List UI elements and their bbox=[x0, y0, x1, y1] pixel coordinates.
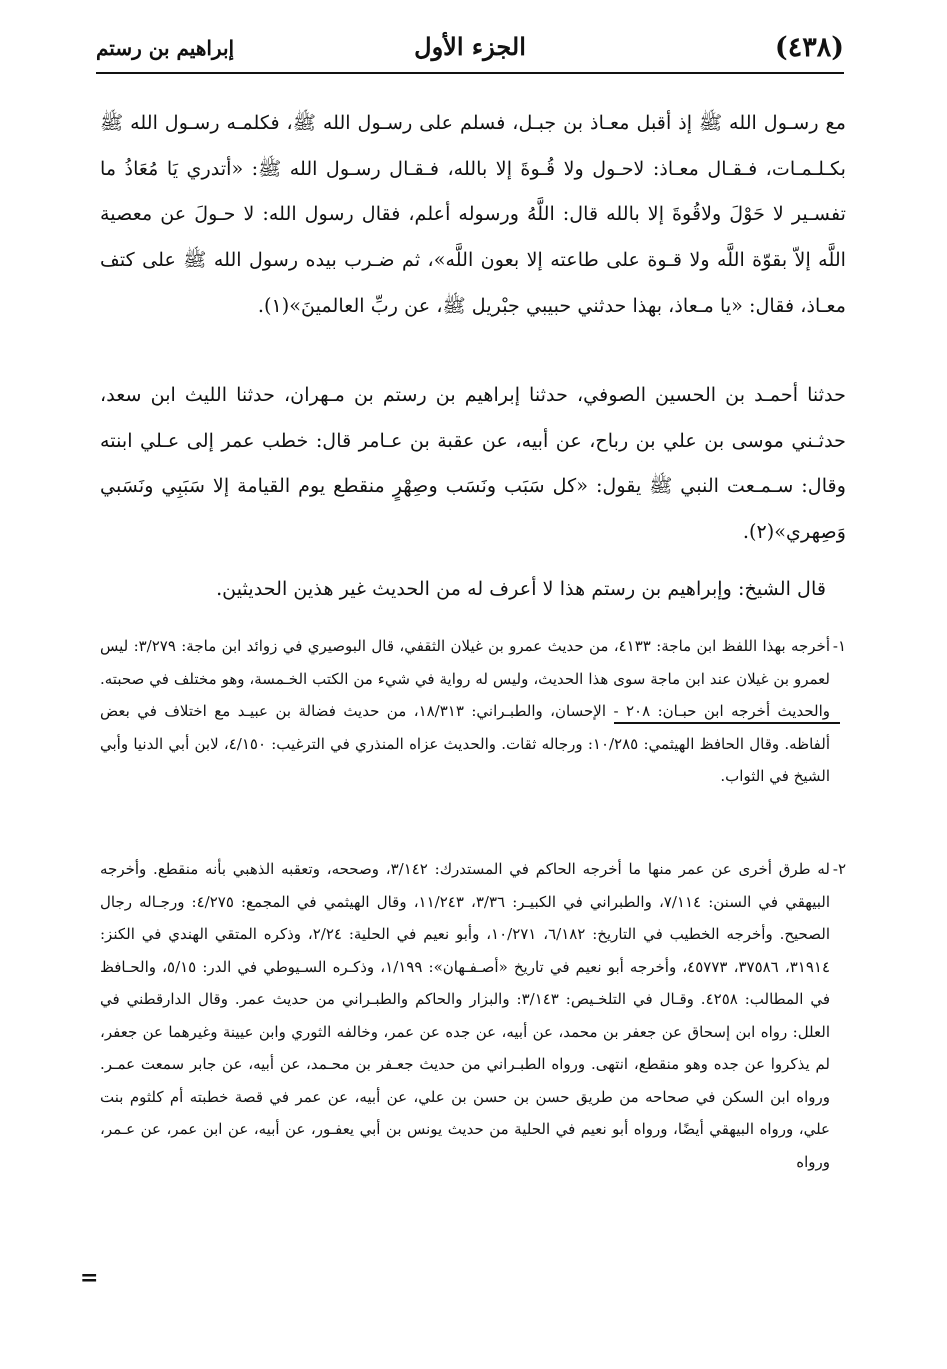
continuation-mark: = bbox=[80, 1265, 99, 1291]
paragraph-text: مع رسـول الله ﷺ إذ أقبل معـاذ بن جبـل، فسلم على رسـول الله ﷺ، فكلمـه رسـول الله ﷺ بكـلـمـات، فـقـال معـاذ: لاحـول ولا قُـوةَ إلا بالله، فـقـال رسـول الله ﷺ: «أتدري يَا مُعَاذُ ما تفسـير لا حَوْلَ ولاقُوةَ إلا بالله قال: اللَّهُ ورسوله أعلم، فقال رسول الله: لا حـولَ عن معصية اللَّه إلاّ بقوّة اللَّه ولا قـوة على طاعته إلا بعون اللَّه»، ثم ضـرب بيده رسول الله ﷺ على كتف معـاذ، فقال: «يا مـعاذ، بهذا حدثني حبيبي جبْريل ﷺ، عن ربِّ العالمينَ»(١). bbox=[100, 111, 846, 317]
footnote-text: له طرق أخرى عن عمر منها ما أخرجه الحاكم في المستدرك: ٣/١٤٢، وصححه، وتعقبه الذهبي بأنه منقطع. وأخرجه البيهقي في السنن: ٧/١١٤، والطبراني في الكبيـر: ٣/٣٦، ١١/٢٤٣، وقال الهيثمي في المجمع: ٤/٢٧٥: ورجـاله رجال الصحيح. وأخرجه الخطيب في التاريخ: ٦/١٨٢، ١٠/٢٧١، وأبو نعيم في الحلية: ٢/٢٤، وذكره المتقي الهندي في الكنز: ٣١٩١٤، ٣٧٥٨٦، ٤٥٧٧٣، وأخرجه أبو نعيم في تاريخ «أصـفـهان»: ١/١٩٩، وذكـره السـيوطي في الدر: ٥/١٥، والحـافظ في المطالب: ٤٢٥٨. وقـال في التلخـيص: ٣/١٤٣: والبزار والحاكم والطبـراني من حديث عمر. وقال الدارقطني في العلل: رواه ابن إسحاق عن جعفر بن محمد، عن أبيه، عن جده عن عمر، وخالفه الثوري وابن عيينة وغيرهما عن جعفر، لم يذكروا عن جده وهو منقطع، انتهى. ورواه الطبـراني من حديث جعـفر بن محـمد، عن أبيه، عن جابر سمعت عمـر. ورواه ابن السكن في صحاحه من طريق حسن بن حسن بن علي، عن أبيه، عن عمر في قصة خطبته أم كلثوم بنت علي، ورواه البيهقي أيضًا، ورواه أبو نعيم في الحلية من حديث يونس بن أبي يعفـور، عن أبيه، عن ابن عمر، عن عـمر، ورواه bbox=[100, 860, 831, 1171]
paragraph-text: حدثنا أحمـد بن الحسين الصوفي، حدثنا إبراهيم بن رستم بن مـهران، حدثنا الليث ابن سعد، حدثـني موسى بن علي بن رباح، عن أبيه، عن عقبة بن عـامر قال: خطب عمر إلى عـلي ابنته وقال: سـمـعت النبي ﷺ يقول: «كل سَبَب ونَسَب وصِهْرٍ منقطع يوم القيامة إلا سَبَبِي ونَسَبي وَصِهري»(٢). bbox=[100, 383, 846, 544]
page-number: (٤٣٨) bbox=[774, 32, 844, 63]
paragraph-hadith-2 bbox=[100, 372, 846, 555]
footnote-2 bbox=[100, 853, 846, 1178]
paragraph-hadith-1 bbox=[100, 100, 846, 329]
footnote-number: ٢- bbox=[832, 860, 846, 878]
running-name: إبراهيم بن رستم bbox=[96, 36, 235, 60]
paragraph-text: قال الشيخ: وإبراهيم بن رستم هذا لا أعرف له من الحديث غير هذين الحديثين. bbox=[216, 577, 826, 600]
footnote-text: أخرجه بهذا اللفظ ابن ماجة: ٤١٣٣، من حديث عمرو بن غيلان الثقفي، قال البوصيري في زوائد ابن ماجة: ٣/٢٧٩: ليس لعمرو بن غيلان عند ابن ماجة سوى هذا الحديث، وليس له رواية في شيء من الكتب الخـمسة، وهو مختلف في صحبته. والحديث أخرجه ابن حبـان: ٢٠٨ - الإحسان، والطبـراني: ١٨/٣١٣، من حديث فضالة بن عبيـد مع اختلاف في بعض ألفاظه. وقال الحافظ الهيثمي: ١٠/٢٨٥: ورجاله ثقات. والحديث عزاه المنذري في الترغيب: ٤/١٥٠، لابن أبي الدنيا وأبي الشيخ في الثواب. bbox=[100, 637, 831, 785]
paragraph-comment bbox=[100, 566, 846, 612]
running-title: الجزء الأول bbox=[414, 32, 526, 61]
page-header bbox=[96, 28, 844, 74]
footnote-1 bbox=[100, 630, 846, 793]
header-rule bbox=[96, 72, 844, 74]
footnote-number: ١- bbox=[832, 637, 846, 655]
